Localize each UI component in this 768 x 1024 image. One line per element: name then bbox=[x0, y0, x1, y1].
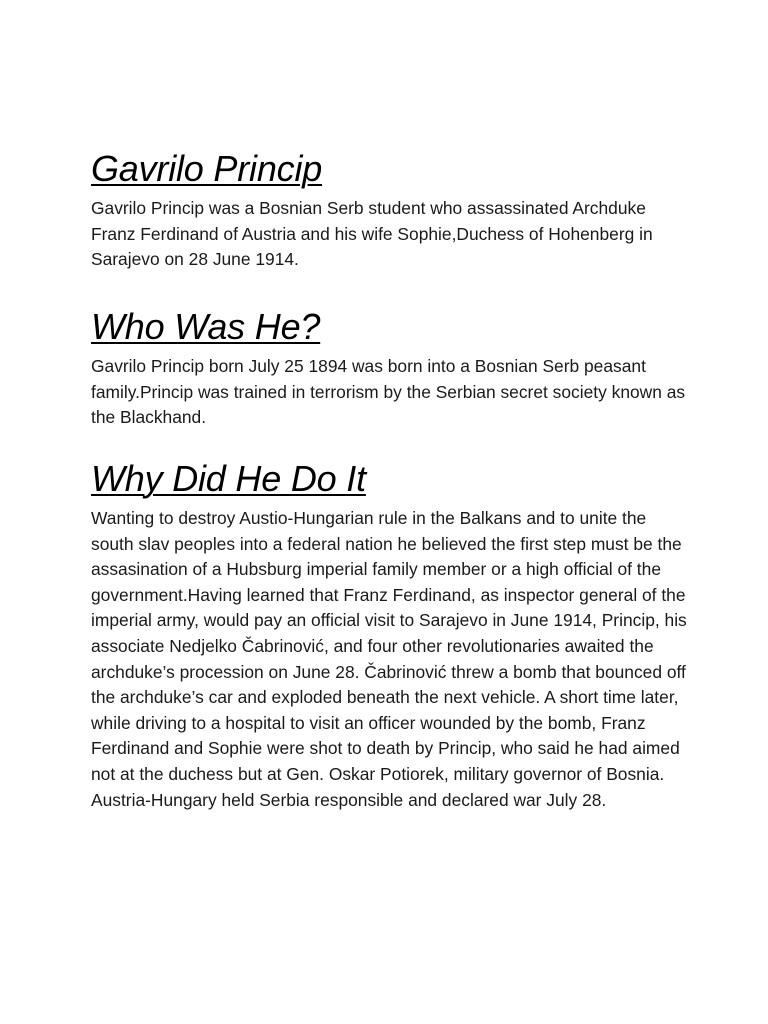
section-heading: Who Was He? bbox=[91, 306, 321, 347]
section-heading: Why Did He Do It bbox=[91, 458, 366, 499]
section-body: Gavrilo Princip born July 25 1894 was born into a Bosnian Serb peasant family.Princip was trained in terrorism by the Serbian secret society known as the Blackhand. bbox=[91, 356, 686, 428]
section-why-did-he-do-it bbox=[91, 458, 691, 813]
section-who-was-he bbox=[91, 306, 691, 431]
section-body: Wanting to destroy Austio-Hungarian rule in the Balkans and to unite the south slav peoples into a federal nation he believed the first step must be the assasination of a Hubsburg imperial family member or a high official of the government.Having learned that Franz Ferdinand, as inspector general of the imperial army, would pay an official visit to Sarajevo in June 1914, Princip, his associate Nedjelko Čabrinović, and four other revolutionaries awaited the archduke’s procession on June 28. Čabrinović threw a bomb that bounced off the archduke’s car and exploded beneath the next vehicle. A short time later, while driving to a hospital to visit an officer wounded by the bomb, Franz Ferdinand and Sophie were shot to death by Princip, who said he had aimed not at the duchess but at Gen. Oskar Potiorek, military governor of Bosnia. Austria-Hungary held Serbia responsible and declared war July 28. bbox=[91, 508, 687, 810]
section-heading: Gavrilo Princip bbox=[91, 148, 323, 189]
section-gavrilo-princip bbox=[91, 148, 691, 273]
section-body: Gavrilo Princip was a Bosnian Serb student who assassinated Archduke Franz Ferdinand of Austria and his wife Sophie,Duchess of Hohenberg in Sarajevo on 28 June 1914. bbox=[91, 198, 653, 270]
